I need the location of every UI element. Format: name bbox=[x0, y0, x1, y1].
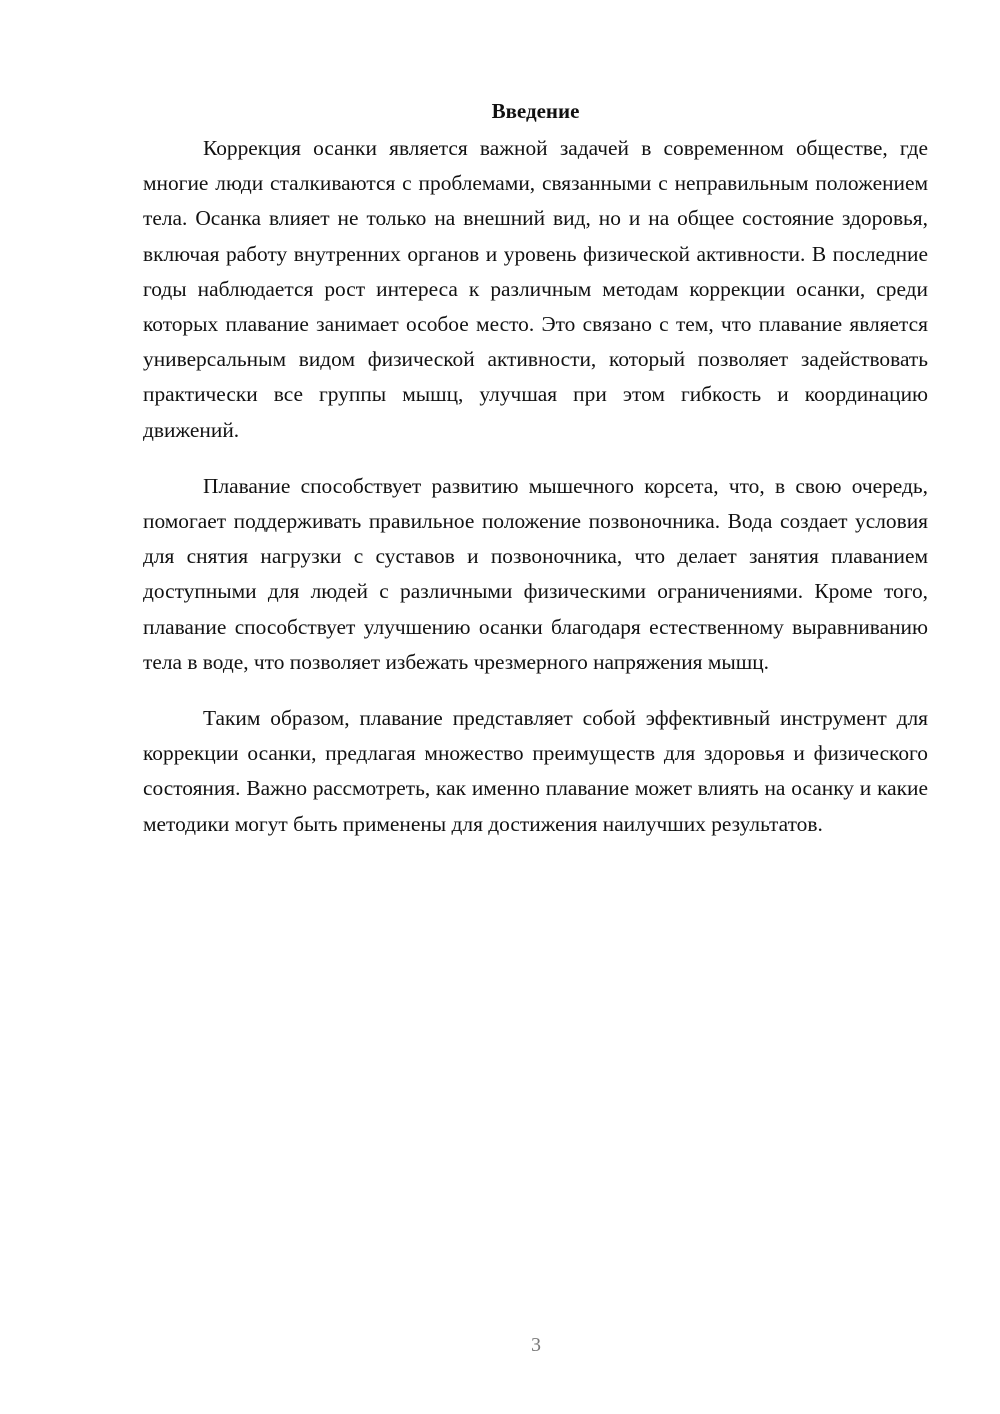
page-title: Введение bbox=[491, 99, 580, 123]
paragraph-1: Коррекция осанки является важной задачей в современном обществе, где многие люди сталкиваются с проблемами, связанными с неправильным положением тела. Осанка влияет не только на внешний вид, но и на общее состояние здоровья, включая работу внутренних органов и уровень физической активности. В последние годы наблюдается рост интереса к различным методам коррекции осанки, среди которых плавание занимает особое место. Это связано с тем, что плавание является универсальным видом физической активности, который позволяет задействовать практически все группы мышц, улучшая при этом гибкость и координацию движений. bbox=[143, 136, 928, 442]
page-number: 3 bbox=[531, 1334, 541, 1356]
paragraph-2: Плавание способствует развитию мышечного корсета, что, в свою очередь, помогает поддерживать правильное положение позвоночника. Вода создает условия для снятия нагрузки с суставов и позвоночника, что делает занятия плаванием доступными для людей с различными физическими ограничениями. Кроме того, плавание способствует улучшению осанки благодаря естественному выравниванию тела в воде, что позволяет избежать чрезмерного напряжения мышц. bbox=[143, 473, 928, 674]
paragraph-3: Таким образом, плавание представляет собой эффективный инструмент для коррекции осанки, предлагая множество преимуществ для здоровья и физического состояния. Важно рассмотреть, как именно плавание может влиять на осанку и какие методики могут быть применены для достижения наилучших результатов. bbox=[143, 706, 928, 836]
document-body bbox=[143, 96, 928, 863]
